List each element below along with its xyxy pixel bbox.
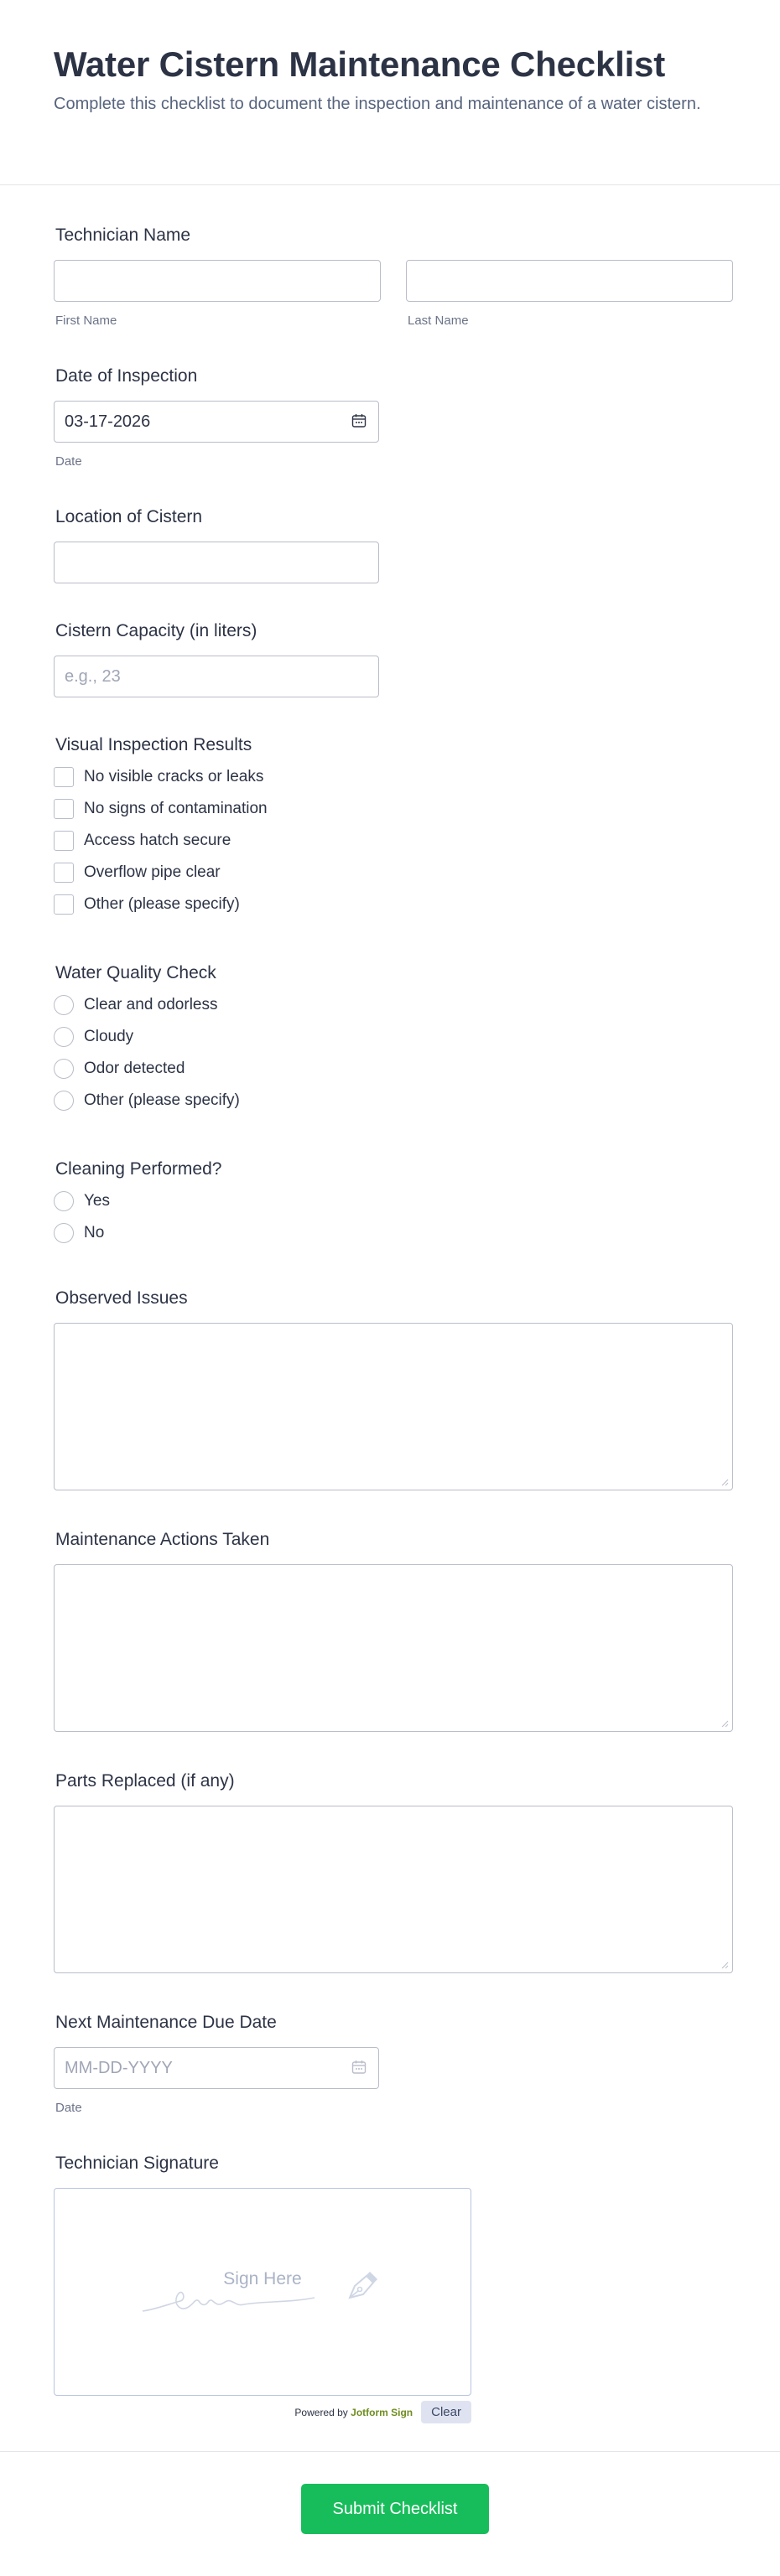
option-label: No visible cracks or leaks [84, 768, 264, 785]
option-label: Overflow pipe clear [84, 863, 221, 881]
last-name-input[interactable] [406, 260, 733, 302]
signature-placeholder: Sign Here [223, 2269, 302, 2288]
checkbox[interactable] [54, 894, 74, 915]
resize-handle-icon[interactable] [720, 1961, 729, 1969]
radio-button[interactable] [54, 1059, 74, 1079]
form-footer [0, 2451, 780, 2576]
radio-button[interactable] [54, 1223, 74, 1243]
quality-option-cloudy[interactable] [54, 1021, 240, 1053]
option-label: Other (please specify) [84, 1091, 240, 1109]
next-due-sublabel: Date [55, 2101, 82, 2115]
location-input[interactable] [54, 542, 379, 583]
maintenance-actions-label: Maintenance Actions Taken [55, 1530, 270, 1549]
quality-option-clear[interactable] [54, 989, 240, 1021]
calendar-icon[interactable] [351, 413, 367, 428]
checkbox[interactable] [54, 799, 74, 819]
resize-handle-icon[interactable] [720, 1719, 729, 1728]
capacity-label: Cistern Capacity (in liters) [55, 621, 257, 640]
checkbox[interactable] [54, 831, 74, 851]
option-label: No signs of contamination [84, 800, 268, 817]
inspection-date-label: Date of Inspection [55, 366, 198, 386]
first-name-sublabel: First Name [55, 314, 117, 328]
cleaning-option-yes[interactable] [54, 1185, 221, 1217]
maintenance-actions-field [54, 1529, 733, 1732]
form-description: Complete this checklist to document the inspection and maintenance of a water cistern. [54, 95, 701, 113]
signature-field [54, 2153, 471, 2439]
signature-label: Technician Signature [55, 2154, 219, 2173]
visual-inspection-label: Visual Inspection Results [55, 735, 252, 754]
visual-option-no-cracks[interactable] [54, 761, 268, 793]
quality-option-other[interactable] [54, 1085, 240, 1117]
parts-replaced-field [54, 1770, 733, 1973]
next-due-input[interactable] [54, 2047, 379, 2089]
quality-option-odor[interactable] [54, 1053, 240, 1085]
technician-name-field [54, 225, 733, 328]
observed-issues-field [54, 1288, 733, 1490]
visual-option-no-contamination[interactable] [54, 793, 268, 825]
last-name-sublabel: Last Name [408, 314, 469, 328]
inspection-date-field [54, 365, 379, 469]
inspection-date-input[interactable] [54, 401, 379, 443]
visual-option-overflow-clear[interactable] [54, 857, 268, 889]
location-field [54, 506, 379, 583]
form-title: Water Cistern Maintenance Checklist [54, 44, 665, 84]
maintenance-actions-textarea[interactable] [54, 1564, 733, 1732]
visual-option-other[interactable] [54, 889, 268, 920]
next-due-field [54, 2012, 379, 2115]
inspection-date-sublabel: Date [55, 454, 82, 469]
option-label: Access hatch secure [84, 832, 231, 849]
observed-issues-textarea[interactable] [54, 1323, 733, 1490]
calendar-icon[interactable] [351, 2060, 367, 2075]
first-name-input[interactable] [54, 260, 381, 302]
technician-name-label: Technician Name [55, 225, 191, 245]
observed-issues-label: Observed Issues [55, 1288, 188, 1308]
cleaning-field [54, 1158, 221, 1249]
visual-option-hatch-secure[interactable] [54, 825, 268, 857]
powered-prefix: Powered by [294, 2406, 348, 2418]
powered-brand[interactable]: Jotform Sign [351, 2406, 413, 2418]
cleaning-label: Cleaning Performed? [55, 1159, 222, 1179]
cleaning-option-no[interactable] [54, 1217, 221, 1249]
resize-handle-icon[interactable] [720, 1478, 729, 1486]
next-due-label: Next Maintenance Due Date [55, 2013, 277, 2032]
capacity-input[interactable]: e.g., 23 [54, 656, 379, 697]
option-label: Yes [84, 1192, 110, 1210]
submit-button[interactable]: Submit Checklist [301, 2484, 489, 2534]
clear-signature-button[interactable]: Clear [421, 2401, 471, 2423]
radio-button[interactable] [54, 1191, 74, 1211]
option-label: Cloudy [84, 1028, 134, 1045]
capacity-field [54, 620, 379, 697]
radio-button[interactable] [54, 995, 74, 1015]
option-label: Odor detected [84, 1060, 185, 1077]
checkbox[interactable] [54, 863, 74, 883]
powered-by-text [294, 2407, 413, 2418]
next-due-placeholder: MM-DD-YYYY [65, 2059, 173, 2077]
parts-replaced-textarea[interactable] [54, 1806, 733, 1973]
form-header [0, 0, 780, 185]
inspection-date-value: 03-17-2026 [65, 412, 151, 431]
option-label: Clear and odorless [84, 996, 218, 1013]
radio-button[interactable] [54, 1027, 74, 1047]
parts-replaced-label: Parts Replaced (if any) [55, 1771, 235, 1791]
water-quality-field [54, 962, 240, 1117]
signature-pad[interactable] [54, 2188, 471, 2396]
option-label: Other (please specify) [84, 895, 240, 913]
radio-button[interactable] [54, 1091, 74, 1111]
water-quality-label: Water Quality Check [55, 963, 216, 982]
signature-footer [54, 2401, 471, 2423]
checkbox[interactable] [54, 767, 74, 787]
option-label: No [84, 1224, 105, 1241]
location-label: Location of Cistern [55, 507, 203, 526]
visual-inspection-field [54, 734, 268, 920]
